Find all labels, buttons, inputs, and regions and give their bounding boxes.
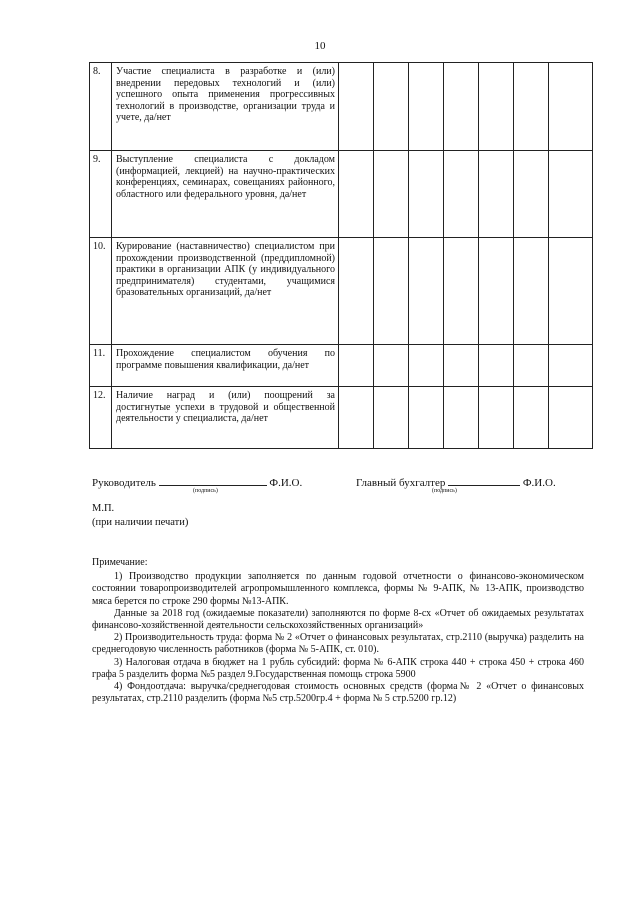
table-cell: [514, 151, 549, 238]
table-cell: [444, 63, 479, 151]
note-item: 2) Производительность труда: форма № 2 «Отчет о финансовых результатах, стр.2110 (выручка) разделить на среднегодовую численность работников (форма № 5-АПК, ст. 010).: [92, 632, 584, 656]
table-row: [90, 345, 593, 387]
signature-line: [159, 474, 267, 486]
row-number: 8.: [90, 63, 112, 151]
stamp-label: М.П.: [92, 503, 115, 514]
note-item: 3) Налоговая отдача в бюджет на 1 рубль субсидий: форма № 6-АПК строка 440 + строка 450 + строка 460 графа 5 разделить форма №5 раздел 9.Государственная помощь строка 5900: [92, 656, 584, 680]
notes-section: [92, 557, 584, 705]
table-cell: [409, 151, 444, 238]
table-cell: [374, 238, 409, 345]
table-cell: [339, 151, 374, 238]
row-description: Наличие наград и (или) поощрений за достигнутые успехи в трудовой и общественной деятельности у специалиста, да/нет: [112, 387, 339, 449]
table-cell: [444, 151, 479, 238]
table-cell: [549, 238, 593, 345]
row-description: Курирование (наставничество) специалистом при прохождении производственной (преддипломной) практики в организации АПК (у индивидуального предпринимателя) студентами, учащимися бразовательных организаций, да/нет: [112, 238, 339, 345]
table-cell: [549, 63, 593, 151]
table-cell: [549, 345, 593, 387]
table-cell: [409, 387, 444, 449]
table-cell: [339, 238, 374, 345]
table-cell: [374, 151, 409, 238]
stamp-block: [92, 502, 188, 530]
head-fio: Ф.И.О.: [269, 477, 303, 489]
signature-line: [448, 474, 520, 486]
signature-hint: (подпись): [432, 488, 457, 494]
table-cell: [339, 387, 374, 449]
table-cell: [409, 238, 444, 345]
head-signature: [92, 474, 302, 489]
row-number: 12.: [90, 387, 112, 449]
table-row: [90, 151, 593, 238]
notes-title: Примечание:: [92, 557, 148, 568]
table-cell: [479, 63, 514, 151]
table-cell: [479, 151, 514, 238]
note-item: 1) Производство продукции заполняется по данным годовой отчетности о финансово-экономическом состоянии товаропроизводителей агропромышленного комплекса, формы № 9-АПК, № 13-АПК, производство мяса берется по строке 290 формы №13-АПК.: [92, 571, 584, 607]
head-label: Руководитель: [92, 477, 156, 489]
table-cell: [374, 63, 409, 151]
table-cell: [339, 345, 374, 387]
table-row: [90, 63, 593, 151]
table-row: [90, 238, 593, 345]
table-cell: [444, 345, 479, 387]
row-number: 10.: [90, 238, 112, 345]
table-cell: [339, 63, 374, 151]
signature-hint: (подпись): [193, 488, 218, 494]
table-cell: [549, 387, 593, 449]
row-number: 11.: [90, 345, 112, 387]
page-number: 10: [314, 40, 326, 52]
table-cell: [514, 238, 549, 345]
row-description: Прохождение специалистом обучения по программе повышения квалификации, да/нет: [112, 345, 339, 387]
table-cell: [374, 387, 409, 449]
row-number: 9.: [90, 151, 112, 238]
table-cell: [479, 238, 514, 345]
table-cell: [374, 345, 409, 387]
criteria-table: [89, 62, 593, 449]
table-cell: [444, 387, 479, 449]
accountant-label: Главный бухгалтер: [356, 477, 446, 489]
table-cell: [514, 63, 549, 151]
stamp-note: (при наличии печати): [92, 517, 189, 528]
accountant-signature: [356, 474, 556, 489]
table-cell: [409, 345, 444, 387]
table-cell: [549, 151, 593, 238]
accountant-fio: Ф.И.О.: [522, 477, 556, 489]
row-description: Выступление специалиста с докладом (информацией, лекцией) на научно-практических конференциях, семинарах, совещаниях районного, областного или федерального уровня, да/нет: [112, 151, 339, 238]
table-cell: [479, 387, 514, 449]
note-item: Данные за 2018 год (ожидаемые показатели) заполняются по форме 8-сх «Отчет об ожидаемых результатах финансово-хозяйственной деятельности сельскохозяйственных организаций»: [92, 607, 584, 632]
table-cell: [444, 238, 479, 345]
table-cell: [479, 345, 514, 387]
table-cell: [514, 345, 549, 387]
table-row: [90, 387, 593, 449]
table-cell: [409, 63, 444, 151]
table-cell: [514, 387, 549, 449]
note-item: 4) Фондоотдача: выручка/среднегодовая стоимость основных средств (форма№ 2 «Отчет о финансовых результатах, стр.2110 разделить (форма №5 стр.5200гр.4 + форма № 5 стр.5200 гр.12): [92, 681, 584, 705]
row-description: Участие специалиста в разработке и (или) внедрении передовых технологий и (или) успешного опыта применения прогрессивных технологий в производстве, организации труда и учете, да/нет: [112, 63, 339, 151]
